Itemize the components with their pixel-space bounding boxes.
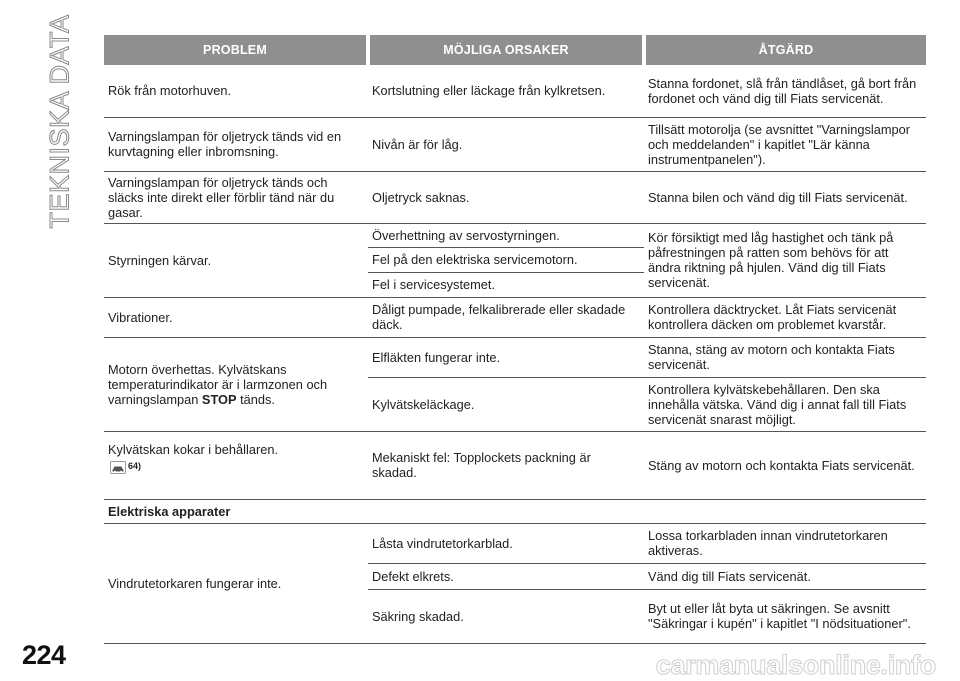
problem-text-end: tänds.	[240, 391, 275, 407]
watermark: carmanualsonline.info	[655, 650, 936, 680]
cause-cell: Nivån är för låg.	[368, 117, 644, 171]
problem-cell: Vindrutetorkaren fungerar inte.	[104, 523, 368, 643]
note-reference: 64)	[128, 461, 142, 471]
table-row	[104, 523, 926, 563]
table-row	[104, 431, 926, 499]
action-cell: Stanna fordonet, slå från tändlåset, gå bort från fordonet och vänd dig till Fiats servicenät.	[644, 65, 926, 117]
table-header-row	[104, 35, 926, 65]
cause-cell: Mekaniskt fel: Topplockets packning är skadad.	[368, 431, 644, 499]
chapter-title-text: TEKNISKA DATA	[44, 13, 75, 229]
cause-cell: Fel på den elektriska servicemotorn.	[368, 247, 644, 272]
cause-cell: Säkring skadad.	[368, 589, 644, 643]
cause-cell: Låsta vindrutetorkarblad.	[368, 523, 644, 563]
cause-cell: Kylvätskeläckage.	[368, 377, 644, 431]
car-warning-icon	[110, 461, 126, 477]
problem-text: Motorn överhettas. Kylvätskans temperaturindikator är i larmzonen och varningslampan	[108, 361, 328, 407]
table-row	[104, 297, 926, 337]
problem-cell: Rök från motorhuven.	[104, 65, 368, 117]
header-action: ÅTGÄRD	[644, 35, 926, 65]
cause-cell: Dåligt pumpade, felkalibrerade eller skadade däck.	[368, 297, 644, 337]
table-row	[104, 223, 926, 247]
table-row	[104, 171, 926, 223]
cause-cell: Kortslutning eller läckage från kylkretsen.	[368, 65, 644, 117]
problem-cell	[104, 337, 368, 431]
page-number: 224	[22, 640, 66, 670]
action-cell: Stanna, stäng av motorn och kontakta Fiats servicenät.	[644, 337, 926, 377]
action-cell: Byt ut eller låt byta ut säkringen. Se avsnitt "Säkringar i kupén" i kapitlet "I nödsituationer".	[644, 589, 926, 643]
section-heading: Elektriska apparater	[104, 499, 926, 523]
troubleshooting-table	[104, 35, 926, 644]
table-row	[104, 337, 926, 377]
cause-cell: Oljetryck saknas.	[368, 171, 644, 223]
table-row	[104, 65, 926, 117]
cause-cell: Elfläkten fungerar inte.	[368, 337, 644, 377]
problem-cell: Styrningen kärvar.	[104, 223, 368, 297]
action-cell: Kör försiktigt med låg hastighet och tänk på påfrestningen på ratten som behövs för att ändra riktning på hjulen. Vänd dig till Fiats servicenät.	[644, 223, 926, 297]
problem-cell: Vibrationer.	[104, 297, 368, 337]
stop-label: STOP	[201, 391, 237, 407]
action-cell: Lossa torkarbladen innan vindrutetorkaren aktiveras.	[644, 523, 926, 563]
problem-cell	[104, 431, 368, 499]
header-problem: PROBLEM	[104, 35, 368, 65]
cause-cell: Fel i servicesystemet.	[368, 272, 644, 297]
section-row	[104, 499, 926, 523]
cause-cell: Överhettning av servostyrningen.	[368, 223, 644, 247]
problem-cell: Varningslampan för oljetryck tänds vid en kurvtagning eller inbromsning.	[104, 117, 368, 171]
header-causes: MÖJLIGA ORSAKER	[368, 35, 644, 65]
action-cell: Vänd dig till Fiats servicenät.	[644, 563, 926, 589]
action-cell: Tillsätt motorolja (se avsnittet "Varningslampor och meddelanden" i kapitlet "Lär känna instrumentpanelen").	[644, 117, 926, 171]
action-cell: Stanna bilen och vänd dig till Fiats servicenät.	[644, 171, 926, 223]
action-cell: Kontrollera däcktrycket. Låt Fiats servicenät kontrollera däcken om problemet kvarstår.	[644, 297, 926, 337]
table-row	[104, 117, 926, 171]
action-cell: Kontrollera kylvätskebehållaren. Den ska innehålla vätska. Vänd dig i annat fall till Fiats servicenät snarast möjligt.	[644, 377, 926, 431]
cause-cell: Defekt elkrets.	[368, 563, 644, 589]
problem-text: Kylvätskan kokar i behållaren.	[108, 441, 279, 457]
action-cell: Stäng av motorn och kontakta Fiats servicenät.	[644, 431, 926, 499]
chapter-side-title	[44, 13, 76, 229]
problem-cell: Varningslampan för oljetryck tänds och släcks inte direkt eller förblir tänd när du gasar.	[104, 171, 368, 223]
